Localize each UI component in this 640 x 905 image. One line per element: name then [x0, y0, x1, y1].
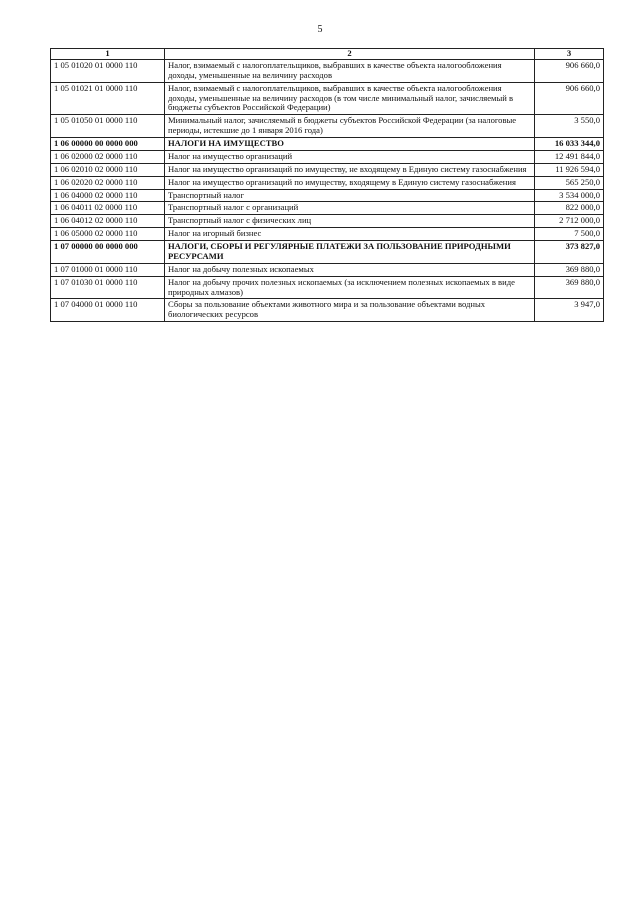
table-row — [51, 115, 604, 138]
row-amount: 822 000,0 — [535, 202, 604, 215]
row-name: Налог на игорный бизнес — [165, 228, 535, 241]
row-amount: 373 827,0 — [535, 241, 604, 264]
row-amount: 369 880,0 — [535, 263, 604, 276]
row-name: Транспортный налог с организаций — [165, 202, 535, 215]
page-number: 5 — [317, 24, 323, 35]
row-code: 1 05 01020 01 0000 110 — [51, 59, 165, 82]
row-code: 1 06 05000 02 0000 110 — [51, 228, 165, 241]
row-name: Сборы за пользование объектами животного мира и за пользование объектами водных биологических ресурсов — [165, 299, 535, 322]
table-row — [51, 299, 604, 322]
table-row — [51, 202, 604, 215]
row-amount: 3 550,0 — [535, 115, 604, 138]
row-code: 1 07 04000 01 0000 110 — [51, 299, 165, 322]
row-code: 1 07 01000 01 0000 110 — [51, 263, 165, 276]
row-name: Налог на добычу прочих полезных ископаемых (за исключением полезных ископаемых в виде природных алмазов) — [165, 276, 535, 299]
column-header-name: 2 — [165, 49, 535, 60]
row-name: Налог, взимаемый с налогоплательщиков, выбравших в качестве объекта налогообложения доходы, уменьшенные на величину расходов — [165, 59, 535, 82]
row-code: 1 06 04000 02 0000 110 — [51, 189, 165, 202]
row-amount: 3 947,0 — [535, 299, 604, 322]
table-body — [51, 59, 604, 321]
table-row — [51, 176, 604, 189]
row-code: 1 07 01030 01 0000 110 — [51, 276, 165, 299]
table-row — [51, 215, 604, 228]
table-row — [51, 163, 604, 176]
row-amount: 12 491 844,0 — [535, 150, 604, 163]
row-code: 1 05 01021 01 0000 110 — [51, 82, 165, 115]
row-name: Транспортный налог — [165, 189, 535, 202]
table-row — [51, 276, 604, 299]
row-name: Налог, взимаемый с налогоплательщиков, выбравших в качестве объекта налогообложения доходы, уменьшенные на величину расходов (в том числе минимальный налог, зачисляемый в бюджеты субъектов Российской Федерации) — [165, 82, 535, 115]
row-code: 1 06 04012 02 0000 110 — [51, 215, 165, 228]
column-header-amount: 3 — [535, 49, 604, 60]
row-amount: 2 712 000,0 — [535, 215, 604, 228]
row-name: Минимальный налог, зачисляемый в бюджеты субъектов Российской Федерации (за налоговые периоды, истекшие до 1 января 2016 года) — [165, 115, 535, 138]
table-row — [51, 82, 604, 115]
row-name: Налог на имущество организаций по имуществу, входящему в Единую систему газоснабжения — [165, 176, 535, 189]
row-amount: 3 534 000,0 — [535, 189, 604, 202]
row-code: 1 07 00000 00 0000 000 — [51, 241, 165, 264]
row-code: 1 06 00000 00 0000 000 — [51, 138, 165, 151]
table-row-section — [51, 241, 604, 264]
row-code: 1 06 02000 02 0000 110 — [51, 150, 165, 163]
table-row — [51, 59, 604, 82]
table-row — [51, 263, 604, 276]
row-name: Налог на добычу полезных ископаемых — [165, 263, 535, 276]
row-code: 1 06 02020 02 0000 110 — [51, 176, 165, 189]
row-amount: 11 926 594,0 — [535, 163, 604, 176]
row-amount: 906 660,0 — [535, 59, 604, 82]
table-row — [51, 228, 604, 241]
row-name: Транспортный налог с физических лиц — [165, 215, 535, 228]
revenue-table — [50, 48, 604, 322]
row-name: НАЛОГИ, СБОРЫ И РЕГУЛЯРНЫЕ ПЛАТЕЖИ ЗА ПОЛЬЗОВАНИЕ ПРИРОДНЫМИ РЕСУРСАМИ — [165, 241, 535, 264]
row-amount: 7 500,0 — [535, 228, 604, 241]
table-row-section — [51, 138, 604, 151]
table-row — [51, 189, 604, 202]
row-name: НАЛОГИ НА ИМУЩЕСТВО — [165, 138, 535, 151]
row-amount: 565 250,0 — [535, 176, 604, 189]
row-code: 1 06 04011 02 0000 110 — [51, 202, 165, 215]
row-amount: 16 033 344,0 — [535, 138, 604, 151]
table-header-row — [51, 49, 604, 60]
row-code: 1 06 02010 02 0000 110 — [51, 163, 165, 176]
row-amount: 369 880,0 — [535, 276, 604, 299]
row-name: Налог на имущество организаций по имуществу, не входящему в Единую систему газоснабжения — [165, 163, 535, 176]
row-amount: 906 660,0 — [535, 82, 604, 115]
column-header-code: 1 — [51, 49, 165, 60]
row-name: Налог на имущество организаций — [165, 150, 535, 163]
table-row — [51, 150, 604, 163]
row-code: 1 05 01050 01 0000 110 — [51, 115, 165, 138]
